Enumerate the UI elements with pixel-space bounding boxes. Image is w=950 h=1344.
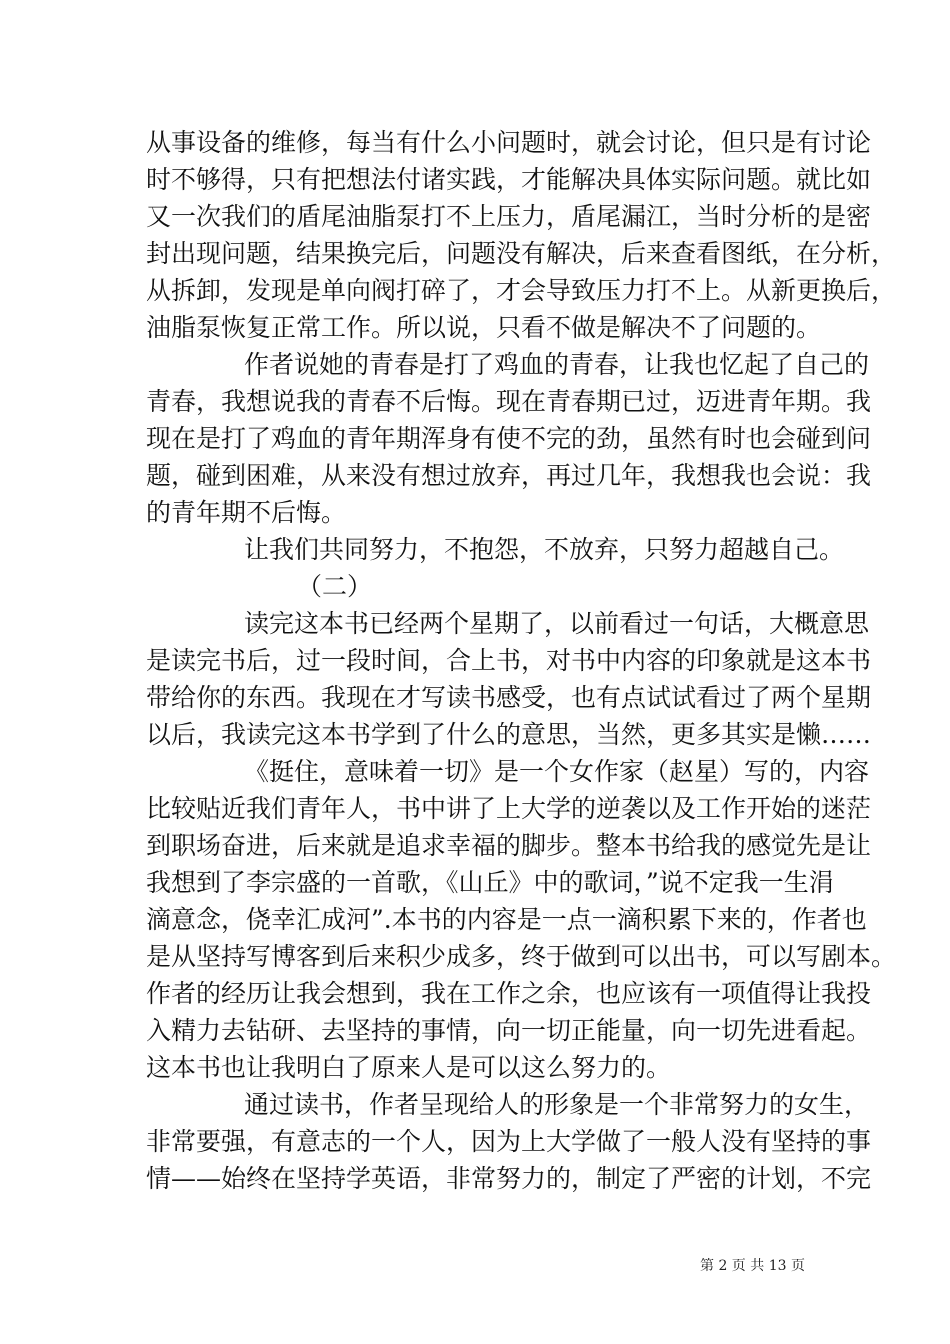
body-text-line: 比较贴近我们青年人，书中讲了上大学的逆袭以及工作开始的迷茫: [146, 794, 872, 823]
body-text-line: 青春，我想说我的青春不后悔。现在青春期已过，迈进青年期。我: [146, 387, 872, 416]
body-text-line: 封出现问题，结果换完后，问题没有解决，后来查看图纸，在分析，: [146, 239, 897, 268]
body-text-line: 滴意念，侥幸汇成河”.本书的内容是一点一滴积累下来的，作者也: [146, 905, 867, 934]
body-text-line: 到职场奋进，后来就是追求幸福的脚步。整本书给我的感觉先是让: [146, 831, 872, 860]
body-text-line: 我想到了李宗盛的一首歌，《山丘》中的歌词，”说不定我一生涓: [146, 868, 834, 897]
body-text-line: 带给你的东西。我现在才写读书感受，也有点试试看过了两个星期: [146, 683, 872, 712]
paragraph-first-line: 让我们共同努力，不抱怨，不放弃，只努力超越自己。: [244, 535, 845, 564]
body-text-line: 的青年期不后悔。: [146, 498, 347, 527]
body-text-line: 情——始终在坚持学英语，非常努力的，制定了严密的计划，不完: [146, 1164, 872, 1193]
body-text-line: 作者的经历让我会想到，我在工作之余，也应该有一项值得让我投: [146, 979, 872, 1008]
paragraph-first-line: 通过读书，作者呈现给人的形象是一个非常努力的女生，: [244, 1090, 870, 1119]
page-number-footer: 第 2 页 共 13 页: [700, 1258, 805, 1274]
body-text-line: 时不够得，只有把想法付诸实践，才能解决具体实际问题。就比如: [146, 165, 872, 194]
body-text-line: 从事设备的维修，每当有什么小问题时，就会讨论，但只是有讨论: [146, 128, 872, 157]
body-text-line: 入精力去钻研、去坚持的事情，向一切正能量，向一切先进看起。: [146, 1016, 872, 1045]
paragraph-first-line: 读完这本书已经两个星期了，以前看过一句话，大概意思: [244, 609, 870, 638]
body-text-line: 现在是打了鸡血的青年期浑身有使不完的劲，虽然有时也会碰到问: [146, 424, 872, 453]
body-text-line: 是读完书后，过一段时间，合上书，对书中内容的印象就是这本书: [146, 646, 872, 675]
body-text-line: 非常要强，有意志的一个人，因为上大学做了一般人没有坚持的事: [146, 1127, 872, 1156]
body-text-line: 这本书也让我明白了原来人是可以这么努力的。: [146, 1053, 672, 1082]
paragraph-first-line: 《挺住，意味着一切》是一个女作家（赵星）写的，内容: [244, 757, 870, 786]
body-text-line: 油脂泵恢复正常工作。所以说，只看不做是解决不了问题的。: [146, 313, 822, 342]
paragraph-first-line: 作者说她的青春是打了鸡血的青春，让我也忆起了自己的: [244, 350, 870, 379]
body-text-line: 从拆卸，发现是单向阀打碎了，才会导致压力打不上。从新更换后，: [146, 276, 897, 305]
body-text-line: 以后，我读完这本书学到了什么的意思，当然，更多其实是懒……: [146, 720, 872, 749]
body-text-line: 又一次我们的盾尾油脂泵打不上压力，盾尾漏江，当时分析的是密: [146, 202, 872, 231]
section-heading: （二）: [297, 572, 373, 601]
body-text-line: 题，碰到困难，从来没有想过放弃，再过几年，我想我也会说：我: [146, 461, 872, 490]
body-text-line: 是从坚持写博客到后来积少成多，终于做到可以出书，可以写剧本。: [146, 942, 897, 971]
